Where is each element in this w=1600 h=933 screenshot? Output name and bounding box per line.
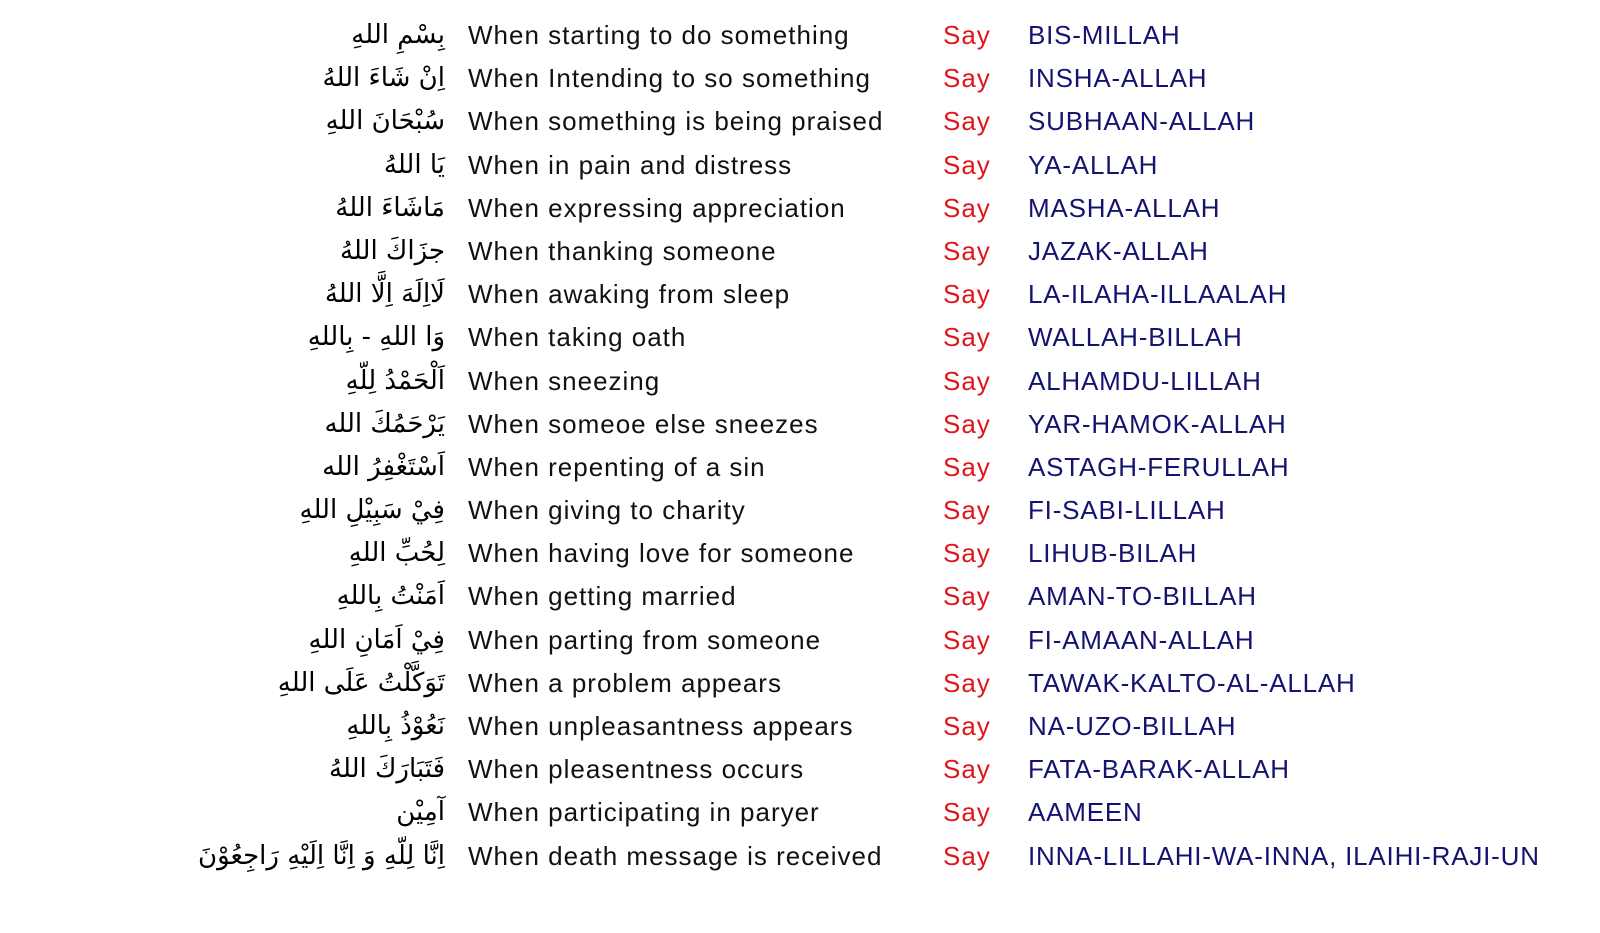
arabic-text: اَلْحَمْدُ لِلّهِ (345, 365, 445, 396)
occasion-text: When getting married (468, 581, 737, 612)
transliteration-text: FI-AMAAN-ALLAH (1028, 624, 1255, 655)
transliteration-text: WALLAH-BILLAH (1028, 322, 1243, 353)
say-label: Say (943, 711, 991, 741)
arabic-text: يَرْحَمُكَ الله (324, 408, 445, 439)
phrase-table (0, 14, 1600, 878)
arabic-text: آمِيْن (396, 797, 445, 828)
arabic-text: اِنْ شَاءَ اللهُ (322, 63, 445, 94)
occasion-text: When someoe else sneezes (468, 408, 819, 439)
say-label: Say (943, 20, 991, 50)
say-label: Say (943, 581, 991, 612)
table-row (0, 575, 1600, 618)
transliteration-text: FI-SABI-LILLAH (1028, 495, 1226, 526)
transliteration-text: TAWAK-KALTO-AL-ALLAH (1028, 667, 1356, 698)
table-row (0, 230, 1600, 273)
arabic-text: فَتَبَارَكَ اللهُ (329, 754, 445, 785)
occasion-text: When giving to charity (468, 495, 746, 526)
arabic-text: اِنَّا لِلّهِ وَ اِنَّا اِلَيْهِ رَاجِعُوْنَ (198, 840, 445, 871)
transliteration-text: AMAN-TO-BILLAH (1028, 581, 1257, 612)
occasion-text: When in pain and distress (468, 149, 793, 180)
transliteration-text: INNA-LILLAHI-WA-INNA, ILAIHI-RAJI-UN (1028, 840, 1540, 871)
table-row (0, 100, 1600, 143)
say-label: Say (943, 408, 991, 439)
table-row (0, 273, 1600, 316)
table-row (0, 144, 1600, 187)
say-label: Say (943, 495, 991, 526)
occasion-text: When Intending to so something (468, 63, 871, 94)
occasion-text: When having love for someone (468, 538, 855, 569)
say-label: Say (943, 279, 991, 310)
occasion-text: When sneezing (468, 365, 661, 396)
transliteration-text: FATA-BARAK-ALLAH (1028, 754, 1290, 785)
transliteration-text: NA-UZO-BILLAH (1028, 711, 1237, 741)
table-row (0, 748, 1600, 791)
occasion-text: When starting to do something (468, 20, 850, 50)
occasion-text: When something is being praised (468, 106, 884, 137)
say-label: Say (943, 192, 991, 223)
arabic-text: سُبْحَانَ اللهِ (325, 106, 445, 137)
arabic-text: فِيْ اَمَانِ اللهِ (308, 624, 445, 655)
transliteration-text: AAMEEN (1028, 797, 1143, 828)
transliteration-text: YA-ALLAH (1028, 149, 1159, 180)
transliteration-text: LIHUB-BILAH (1028, 538, 1198, 569)
occasion-text: When death message is received (468, 840, 883, 871)
table-row (0, 57, 1600, 100)
transliteration-text: ALHAMDU-LILLAH (1028, 365, 1262, 396)
occasion-text: When parting from someone (468, 624, 822, 655)
occasion-text: When repenting of a sin (468, 451, 766, 482)
occasion-text: When unpleasantness appears (468, 711, 854, 741)
occasion-text: When participating in paryer (468, 797, 820, 828)
arabic-text: يَا اللهُ (383, 149, 445, 180)
table-row (0, 403, 1600, 446)
occasion-text: When taking oath (468, 322, 687, 353)
say-label: Say (943, 624, 991, 655)
occasion-text: When expressing appreciation (468, 192, 846, 223)
say-label: Say (943, 840, 991, 871)
table-row (0, 705, 1600, 748)
occasion-text: When awaking from sleep (468, 279, 791, 310)
arabic-text: مَاشَاءَ اللهُ (335, 192, 445, 223)
table-row (0, 360, 1600, 403)
table-row (0, 14, 1600, 57)
table-row (0, 187, 1600, 230)
table-row (0, 835, 1600, 878)
table-row (0, 791, 1600, 834)
table-row (0, 532, 1600, 575)
transliteration-text: JAZAK-ALLAH (1028, 235, 1209, 266)
table-row (0, 489, 1600, 532)
arabic-text: جزَاكَ اللهُ (339, 235, 445, 266)
say-label: Say (943, 754, 991, 785)
transliteration-text: MASHA-ALLAH (1028, 192, 1221, 223)
arabic-text: بِسْمِ اللهِ (351, 20, 445, 50)
transliteration-text: INSHA-ALLAH (1028, 63, 1208, 94)
occasion-text: When a problem appears (468, 667, 782, 698)
transliteration-text: YAR-HAMOK-ALLAH (1028, 408, 1287, 439)
occasion-text: When pleasentness occurs (468, 754, 805, 785)
occasion-text: When thanking someone (468, 235, 777, 266)
arabic-text: فِيْ سَبِيْلِ اللهِ (299, 495, 445, 526)
transliteration-text: BIS-MILLAH (1028, 20, 1181, 50)
table-row (0, 619, 1600, 662)
say-label: Say (943, 149, 991, 180)
transliteration-text: LA-ILAHA-ILLAALAH (1028, 279, 1288, 310)
say-label: Say (943, 365, 991, 396)
transliteration-text: SUBHAAN-ALLAH (1028, 106, 1256, 137)
arabic-text: اَمَنْتُ بِاللهِ (336, 581, 445, 612)
arabic-text: اَسْتَغْفِرُ الله (322, 451, 445, 482)
arabic-text: وَا اللهِ - بِاللهِ (307, 322, 445, 353)
table-row (0, 316, 1600, 359)
table-row (0, 446, 1600, 489)
arabic-text: نَعُوْذُ بِاللهِ (346, 711, 445, 741)
say-label: Say (943, 235, 991, 266)
say-label: Say (943, 797, 991, 828)
transliteration-text: ASTAGH-FERULLAH (1028, 451, 1290, 482)
say-label: Say (943, 451, 991, 482)
table-row (0, 662, 1600, 705)
say-label: Say (943, 63, 991, 94)
arabic-text: لَااِلَهَ اِلَّا اللهُ (324, 279, 445, 310)
say-label: Say (943, 667, 991, 698)
say-label: Say (943, 322, 991, 353)
say-label: Say (943, 106, 991, 137)
say-label: Say (943, 538, 991, 569)
arabic-text: لِحُبِّ اللهِ (348, 538, 445, 569)
arabic-text: تَوَكَّلْتُ عَلَى اللهِ (277, 667, 445, 698)
